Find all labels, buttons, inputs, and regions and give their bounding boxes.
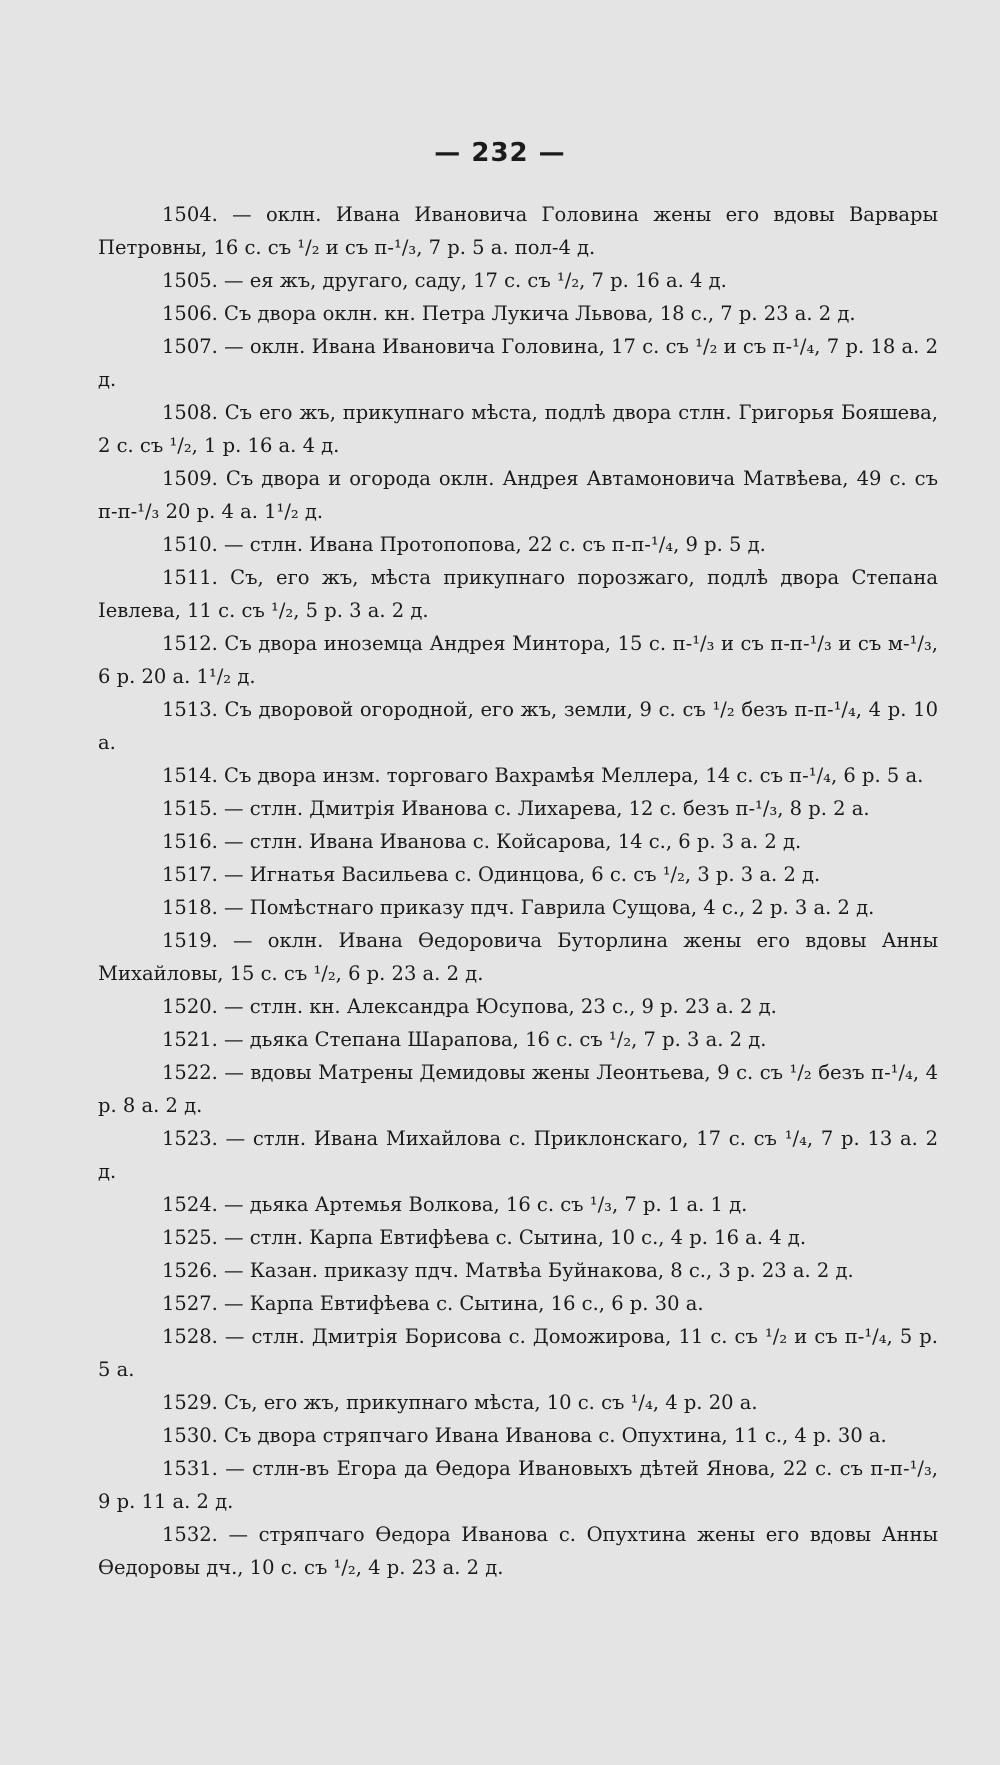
entry-1507: 1507. — оклн. Ивана Ивановича Головина, 17 с. съ ¹/₂ и съ п-¹/₄, 7 р. 18 а. 2 д.: [98, 335, 938, 391]
entry-1515: 1515. — стлн. Дмитрія Иванова с. Лихарева, 12 с. безъ п-¹/₃, 8 р. 2 а.: [162, 797, 870, 820]
entry-1517: 1517. — Игнатья Васильева с. Одинцова, 6 с. съ ¹/₂, 3 р. 3 а. 2 д.: [162, 863, 821, 886]
entry-1505: 1505. — ея жъ, другаго, саду, 17 с. съ ¹/₂, 7 р. 16 а. 4 д.: [162, 269, 727, 292]
entry-1526: 1526. — Казан. приказу пдч. Матвѣа Буйнакова, 8 с., 3 р. 23 а. 2 д.: [162, 1259, 854, 1282]
entry-1529: 1529. Съ, его жъ, прикупнаго мѣста, 10 с. съ ¹/₄, 4 р. 20 а.: [162, 1391, 758, 1414]
entry-1521: 1521. — дьяка Степана Шарапова, 16 с. съ ¹/₂, 7 р. 3 а. 2 д.: [162, 1028, 767, 1051]
page-number: — 232 —: [434, 138, 566, 168]
entry-1522: 1522. — вдовы Матрены Демидовы жены Леонтьева, 9 с. съ ¹/₂ безъ п-¹/₄, 4 р. 8 а. 2 д.: [98, 1061, 938, 1117]
entry-1525: 1525. — стлн. Карпа Евтифѣева с. Сытина, 10 с., 4 р. 16 а. 4 д.: [162, 1226, 807, 1249]
entry-1509: 1509. Съ двора и огорода оклн. Андрея Автамоновича Матвѣева, 49 с. съ п-п-¹/₃ 20 р. 4 а. 1¹/₂ д.: [98, 467, 938, 523]
entry-1520: 1520. — стлн. кн. Александра Юсупова, 23 с., 9 р. 23 а. 2 д.: [162, 995, 777, 1018]
entry-1527: 1527. — Карпа Евтифѣева с. Сытина, 16 с., 6 р. 30 а.: [162, 1292, 704, 1315]
entry-1506: 1506. Съ двора оклн. кн. Петра Лукича Львова, 18 с., 7 р. 23 а. 2 д.: [162, 302, 856, 325]
entry-1511: 1511. Съ, его жъ, мѣста прикупнаго порозжаго, подлѣ двора Степана Іевлева, 11 с. съ ¹/₂, 5 р. 3 а. 2 д.: [98, 566, 938, 622]
entry-1514: 1514. Съ двора инзм. торговаго Вахрамѣя Меллера, 14 с. съ п-¹/₄, 6 р. 5 а.: [162, 764, 924, 787]
entry-1513: 1513. Съ дворовой огородной, его жъ, земли, 9 с. съ ¹/₂ безъ п-п-¹/₄, 4 р. 10 а.: [98, 698, 938, 754]
entry-1516: 1516. — стлн. Ивана Иванова с. Койсарова, 14 с., 6 р. 3 а. 2 д.: [162, 830, 802, 853]
entry-1508: 1508. Съ его жъ, прикупнаго мѣста, подлѣ двора стлн. Григорья Бояшева, 2 с. съ ¹/₂, 1 р. 16 а. 4 д.: [98, 401, 938, 457]
entry-1510: 1510. — стлн. Ивана Протопопова, 22 с. съ п-п-¹/₄, 9 р. 5 д.: [162, 533, 766, 556]
entry-1523: 1523. — стлн. Ивана Михайлова с. Приклонскаго, 17 с. съ ¹/₄, 7 р. 13 а. 2 д.: [98, 1127, 938, 1183]
entry-list: [98, 198, 938, 1584]
entry-1518: 1518. — Помѣстнаго приказу пдч. Гаврила Сущова, 4 с., 2 р. 3 а. 2 д.: [162, 896, 875, 919]
entry-1519: 1519. — оклн. Ивана Өедоровича Буторлина жены его вдовы Анны Михайловы, 15 с. съ ¹/₂, 6 р. 23 а. 2 д.: [98, 929, 938, 985]
entry-1528: 1528. — стлн. Дмитрія Борисова с. Доможирова, 11 с. съ ¹/₂ и съ п-¹/₄, 5 р. 5 а.: [98, 1325, 938, 1381]
entry-1504: 1504. — оклн. Ивана Ивановича Головина жены его вдовы Варвары Петровны, 16 с. съ ¹/₂ и съ п-¹/₃, 7 р. 5 а. пол-4 д.: [98, 203, 938, 259]
entry-1524: 1524. — дьяка Артемья Волкова, 16 с. съ ¹/₃, 7 р. 1 а. 1 д.: [162, 1193, 748, 1216]
entry-1532: 1532. — стряпчаго Өедора Иванова с. Опухтина жены его вдовы Анны Өедоровы дч., 10 с. съ ¹/₂, 4 р. 23 а. 2 д.: [98, 1523, 938, 1579]
entry-1512: 1512. Съ двора иноземца Андрея Минтора, 15 с. п-¹/₃ и съ п-п-¹/₃ и съ м-¹/₃, 6 р. 20 а. 1¹/₂ д.: [98, 632, 938, 688]
entry-1531: 1531. — стлн-въ Егора да Өедора Ивановыхъ дѣтей Янова, 22 с. съ п-п-¹/₃, 9 р. 11 а. 2 д.: [98, 1457, 938, 1513]
entry-1530: 1530. Съ двора стряпчаго Ивана Иванова с. Опухтина, 11 с., 4 р. 30 а.: [162, 1424, 887, 1447]
